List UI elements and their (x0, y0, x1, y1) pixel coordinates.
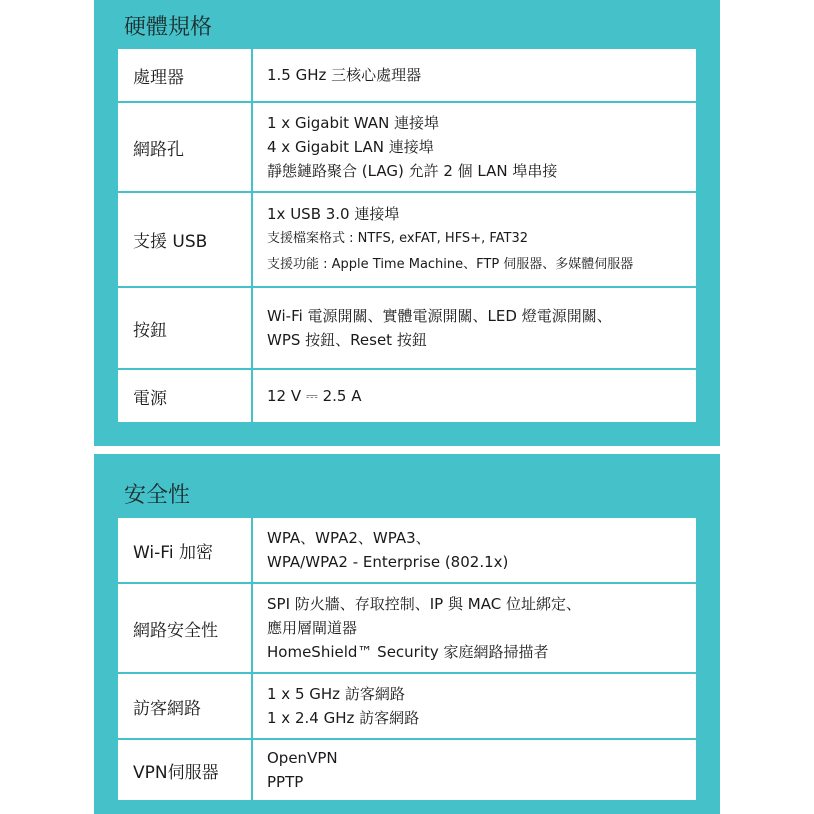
spec-row-guest-network (117, 673, 697, 739)
row-value (252, 102, 697, 192)
value-line: 支援功能 : Apple Time Machine、FTP 伺服器、多媒體伺服器 (267, 256, 634, 272)
spec-row-power (117, 369, 697, 423)
row-value (252, 517, 697, 583)
hardware-section-title: 硬體規格 (124, 15, 213, 40)
row-label: 處理器 (117, 48, 252, 102)
spec-row-vpn-server (117, 739, 697, 801)
hardware-spec-table (116, 47, 698, 424)
value-line: WPA/WPA2 - Enterprise (802.1x) (267, 553, 509, 571)
row-value (252, 369, 697, 423)
value-line: 1 x Gigabit WAN 連接埠 (267, 114, 440, 132)
spec-row-network-security (117, 583, 697, 673)
security-section-title: 安全性 (124, 483, 191, 508)
value-line: PPTP (267, 773, 304, 791)
row-label: VPN伺服器 (117, 739, 252, 801)
value-line: 4 x Gigabit LAN 連接埠 (267, 138, 434, 156)
row-value (252, 192, 697, 287)
spec-row-buttons (117, 287, 697, 369)
row-label: 支援 USB (117, 192, 252, 287)
value-line: OpenVPN (267, 749, 338, 767)
row-label: Wi-Fi 加密 (117, 517, 252, 583)
value-line: Wi-Fi 電源開關、實體電源開關、LED 燈電源開關、 (267, 307, 612, 325)
row-label: 網路安全性 (117, 583, 252, 673)
row-value (252, 673, 697, 739)
spec-row-network-ports (117, 102, 697, 192)
row-label: 按鈕 (117, 287, 252, 369)
spec-row-processor (117, 48, 697, 102)
value-line: 1x USB 3.0 連接埠 (267, 204, 400, 223)
row-value (252, 48, 697, 102)
spec-row-usb (117, 192, 697, 287)
value-line: 1 x 5 GHz 訪客網路 (267, 685, 405, 703)
value-line: WPS 按鈕、Reset 按鈕 (267, 331, 427, 349)
value-line: 12 V ⎓ 2.5 A (267, 387, 362, 405)
row-value (252, 583, 697, 673)
value-line: 支援檔案格式 : NTFS, exFAT, HFS+, FAT32 (267, 230, 528, 246)
row-label: 電源 (117, 369, 252, 423)
row-label: 網路孔 (117, 102, 252, 192)
value-line: 應用層閘道器 (267, 619, 358, 637)
row-label: 訪客網路 (117, 673, 252, 739)
value-line: 1 x 2.4 GHz 訪客網路 (267, 709, 420, 727)
row-value (252, 287, 697, 369)
value-line: WPA、WPA2、WPA3、 (267, 529, 431, 547)
value-line: HomeShield™ Security 家庭網路掃描者 (267, 643, 549, 661)
value-line: 靜態鏈路聚合 (LAG) 允許 2 個 LAN 埠串接 (267, 162, 558, 180)
spec-row-wifi-encryption (117, 517, 697, 583)
value-line: SPI 防火牆、存取控制、IP 與 MAC 位址綁定、 (267, 595, 581, 613)
row-value (252, 739, 697, 801)
security-spec-table (116, 516, 698, 802)
value-line: 1.5 GHz 三核心處理器 (267, 66, 422, 84)
